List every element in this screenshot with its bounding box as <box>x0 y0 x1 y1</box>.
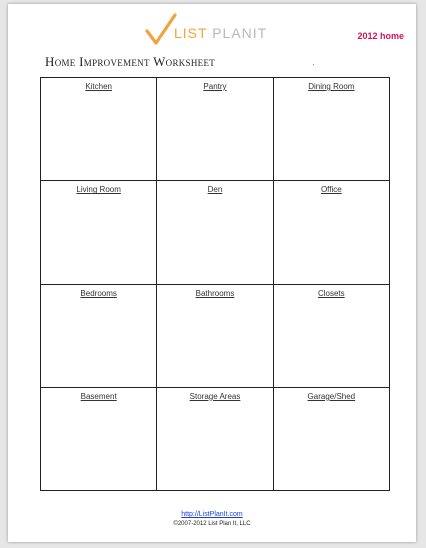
room-label: Garage/Shed <box>307 391 356 401</box>
room-label: Kitchen <box>85 82 112 91</box>
room-label: Basement <box>80 391 117 401</box>
worksheet-title: Home Improvement Worksheet <box>45 54 216 69</box>
room-cell-closets <box>274 285 390 388</box>
room-cell-bedrooms <box>41 285 157 388</box>
worksheet-page <box>8 4 416 542</box>
list-planit-logo <box>144 12 267 48</box>
year-tag: 2012 home <box>357 31 404 41</box>
room-label: Pantry <box>203 82 227 91</box>
stray-mark <box>313 64 314 65</box>
room-cell-bathrooms <box>157 285 273 388</box>
room-cell-kitchen <box>41 78 157 181</box>
room-label: Storage Areas <box>189 391 241 401</box>
brand-name <box>174 19 267 41</box>
room-cell-office <box>274 181 390 284</box>
checkmark-icon <box>144 12 178 48</box>
room-cell-living-room <box>41 181 157 284</box>
room-cell-garage-shed <box>274 388 390 491</box>
room-cell-basement <box>41 388 157 491</box>
brand-list-text: LIST <box>174 25 208 41</box>
room-label: Bathrooms <box>195 288 235 298</box>
website-link[interactable]: http://ListPlanIt.com <box>181 511 243 518</box>
copyright-text: ©2007-2012 List Plan It, LLC <box>173 521 251 527</box>
brand-planit-text: PLANIT <box>212 25 268 41</box>
room-label: Dining Room <box>308 82 355 91</box>
room-label: Office <box>320 185 342 195</box>
room-cell-storage-areas <box>157 388 273 491</box>
room-label: Bedrooms <box>80 288 117 298</box>
room-grid <box>40 77 390 491</box>
room-cell-pantry <box>157 78 273 181</box>
room-label: Den <box>207 185 223 195</box>
room-cell-den <box>157 181 273 284</box>
room-cell-dining-room <box>274 78 390 181</box>
room-label: Living Room <box>76 185 121 195</box>
room-label: Closets <box>317 288 345 298</box>
